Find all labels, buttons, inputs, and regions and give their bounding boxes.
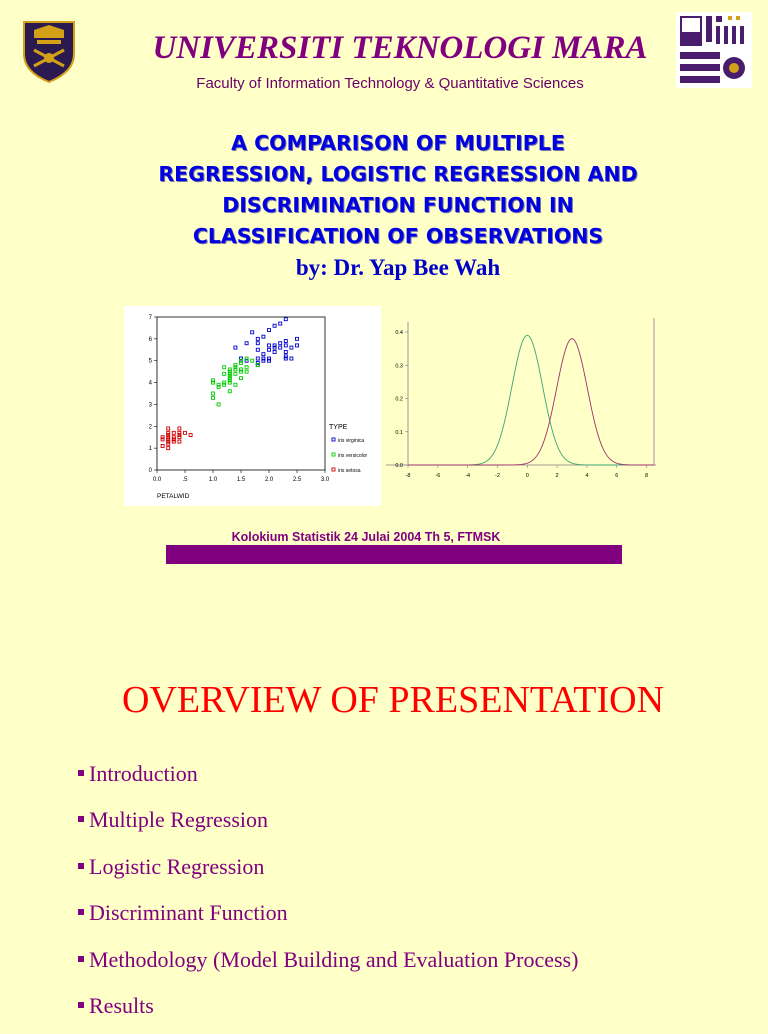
agenda-item xyxy=(78,895,758,941)
scatter-y-tick-label: 6 xyxy=(148,336,152,343)
curve-x-tick-label: 8 xyxy=(645,473,649,479)
agenda-item-label: Discriminant Function xyxy=(89,900,288,926)
legend-swatch xyxy=(332,438,335,441)
square-bullet-icon xyxy=(78,956,84,962)
curve-x-tick-label: 6 xyxy=(615,473,619,479)
scatter-x-axis-label: PETALWID xyxy=(157,493,190,500)
square-bullet-icon xyxy=(78,816,84,822)
scatter-x-tick-label: 3.0 xyxy=(320,477,330,483)
agenda-item xyxy=(78,942,758,988)
curve-x-tick-label: -2 xyxy=(495,473,500,479)
legend-swatch xyxy=(332,453,335,456)
paper-title xyxy=(60,128,736,252)
scatter-x-tick-label: .5 xyxy=(182,477,188,483)
agenda-item-label: Logistic Regression xyxy=(89,853,265,879)
curve-y-tick-label: 0.2 xyxy=(395,396,403,403)
agenda-item xyxy=(78,802,758,848)
scatter-x-tick-label: 2.5 xyxy=(292,477,302,483)
square-bullet-icon xyxy=(78,1002,84,1008)
density-curve xyxy=(408,335,654,465)
overview-heading: OVERVIEW OF PRESENTATION xyxy=(121,679,665,721)
agenda-item-label: Multiple Regression xyxy=(89,807,269,833)
square-bullet-icon xyxy=(78,863,84,869)
curve-y-tick-label: 0.4 xyxy=(395,330,403,337)
scatter-y-tick-label: 3 xyxy=(148,402,152,409)
scatter-y-tick-label: 7 xyxy=(148,315,152,321)
agenda-item xyxy=(78,756,758,802)
scatter-frame xyxy=(157,317,325,470)
scatter-y-tick-label: 2 xyxy=(148,424,152,431)
curve-x-tick-label: 2 xyxy=(555,473,559,479)
faculty-name: Faculty of Information Technology & Quantitative Sciences xyxy=(196,75,584,92)
scatter-y-tick-label: 1 xyxy=(148,446,152,453)
colloquium-banner-text: Kolokium Statistik 24 Julai 2004 Th 5, FTMSK xyxy=(231,530,501,544)
curve-y-tick-label: 0.0 xyxy=(395,463,403,469)
uitm-crest-logo xyxy=(20,16,78,84)
scatter-x-tick-label: 0.0 xyxy=(152,477,162,483)
banner-bar xyxy=(166,545,622,564)
agenda-item-label: Results xyxy=(89,992,154,1018)
curve-x-tick-label: -4 xyxy=(465,473,471,479)
agenda-item xyxy=(78,849,758,895)
legend-entry-label: iris virginica xyxy=(338,438,365,444)
scatter-y-tick-label: 4 xyxy=(148,380,152,387)
paper-title-line: CLASSIFICATION OF OBSERVATIONS xyxy=(192,224,604,248)
paper-title-line: A COMPARISON OF MULTIPLE xyxy=(231,131,565,155)
curve-x-tick-label: 4 xyxy=(585,473,589,479)
agenda-item-label: Methodology (Model Building and Evaluation Process) xyxy=(89,946,579,972)
scatter-legend-title: TYPE xyxy=(329,424,348,431)
curve-x-tick-label: 0 xyxy=(525,473,529,479)
agenda-item-label: Introduction xyxy=(89,761,198,786)
legend-entry-label: iris versicolor xyxy=(338,453,368,459)
university-name: UNIVERSITI TEKNOLOGI MARA xyxy=(152,30,648,66)
legend-entry-label: iris setosa xyxy=(338,468,361,474)
faculty-logo xyxy=(676,12,752,88)
square-bullet-icon xyxy=(78,770,84,776)
legend-swatch xyxy=(332,468,335,471)
paper-title-line: REGRESSION, LOGISTIC REGRESSION AND xyxy=(158,162,638,186)
square-bullet-icon xyxy=(78,909,84,915)
curve-y-tick-label: 0.1 xyxy=(395,429,403,436)
paper-title-line: DISCRIMINATION FUNCTION IN xyxy=(222,193,574,217)
curve-y-tick-label: 0.3 xyxy=(395,363,403,370)
agenda-list xyxy=(78,756,758,1034)
iris-scatter-plot xyxy=(124,306,381,506)
curve-x-tick-label: -8 xyxy=(405,473,411,479)
agenda-item xyxy=(78,988,758,1034)
density-curve xyxy=(408,339,654,465)
scatter-x-tick-label: 1.5 xyxy=(236,477,246,483)
scatter-x-tick-label: 1.0 xyxy=(208,477,218,483)
scatter-y-tick-label: 0 xyxy=(148,468,152,474)
curve-x-tick-label: -6 xyxy=(435,473,441,479)
scatter-y-tick-label: 5 xyxy=(148,358,152,365)
scatter-x-tick-label: 2.0 xyxy=(264,477,274,483)
normal-curves-plot xyxy=(386,314,662,486)
author-line: by: Dr. Yap Bee Wah xyxy=(295,255,501,280)
